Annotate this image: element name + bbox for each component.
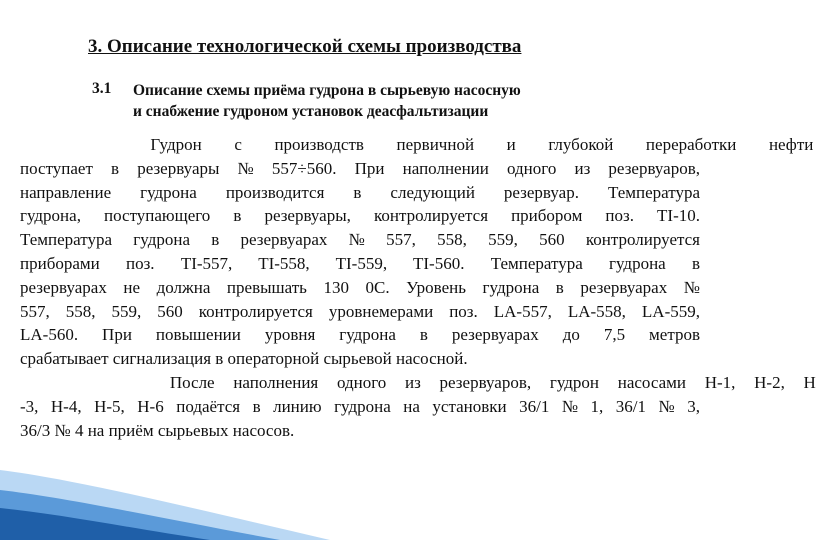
- subsection-number: 3.1: [92, 80, 112, 97]
- body-line: -3, Н-4, Н-5, Н-6 подаётся в линию гудрона на установки 36/1 № 1, 36/1 № 3,: [20, 396, 700, 416]
- body-line: После наполнения одного из резервуаров, гудрон насосами Н-1, Н-2, Н: [20, 372, 816, 392]
- body-line: направление гудрона производится в следующий резервуар. Температура: [20, 182, 700, 202]
- body-line: приборами поз. TI-557, TI-558, TI-559, TI-560. Температура гудрона в: [20, 253, 700, 273]
- body-text: [20, 133, 816, 442]
- body-line: гудрона, поступающего в резервуары, контролируется прибором поз. TI-10.: [20, 206, 700, 226]
- body-line: резервуарах не должна превышать 130 0С. Уровень гудрона в резервуарах №: [20, 277, 700, 297]
- body-line: Гудрон с производств первичной и глубокой переработки нефти: [20, 135, 814, 154]
- subsection-title: [133, 80, 693, 122]
- corner-wave-decoration: [0, 440, 330, 540]
- body-line: 557, 558, 559, 560 контролируется уровнемерами поз. LA-557, LA-558, LA-559,: [20, 301, 700, 321]
- body-line: срабатывает сигнализация в операторной сырьевой насосной.: [20, 349, 468, 369]
- body-line: LA-560. При повышении уровня гудрона в резервуарах до 7,5 метров: [20, 325, 700, 345]
- subsection-title-line: Описание схемы приёма гудрона в сырьевую насосную: [133, 82, 521, 99]
- section-heading: 3. Описание технологической схемы производства: [88, 36, 522, 57]
- body-line: поступает в резервуары № 557÷560. При наполнении одного из резервуаров,: [20, 158, 700, 178]
- body-line: 36/3 № 4 на приём сырьевых насосов.: [20, 420, 295, 440]
- body-line: Температура гудрона в резервуарах № 557, 558, 559, 560 контролируется: [20, 230, 700, 250]
- subsection-title-line: и снабжение гудроном установок деасфальтизации: [133, 103, 489, 120]
